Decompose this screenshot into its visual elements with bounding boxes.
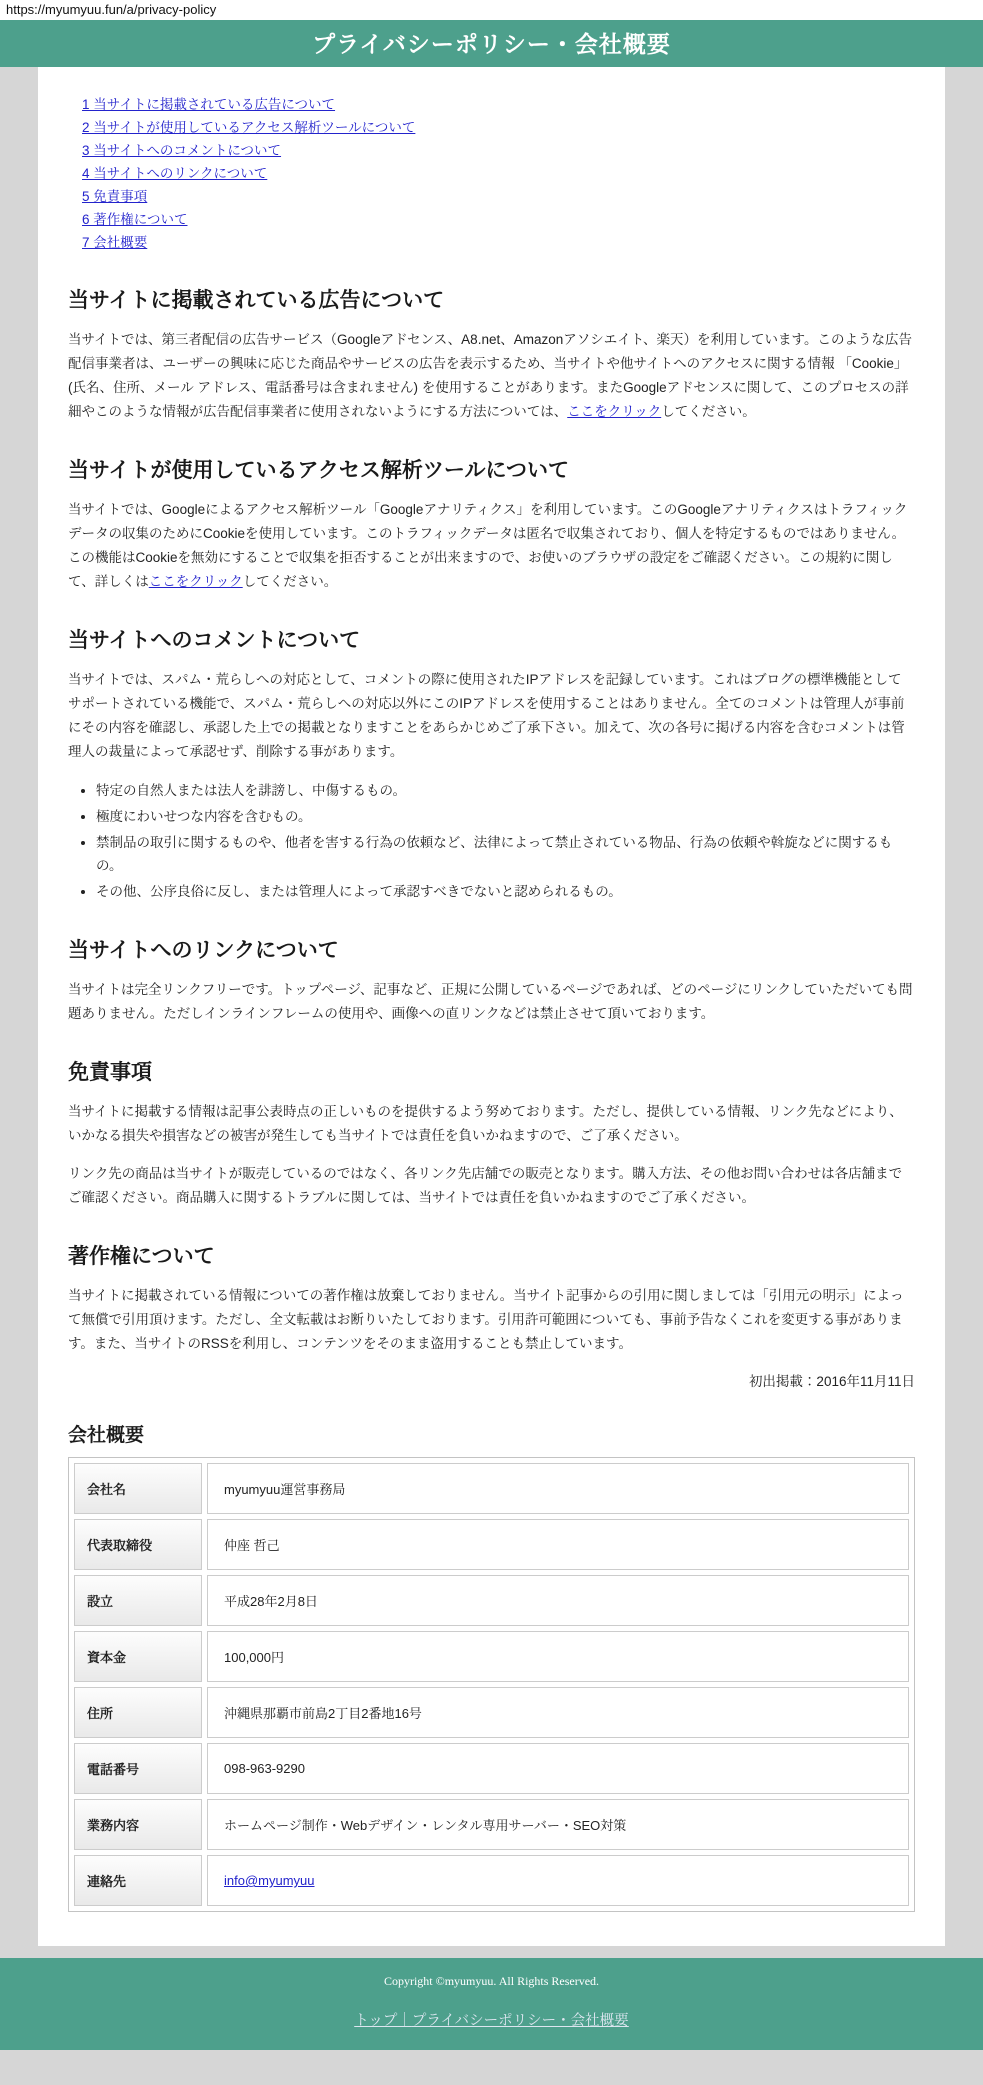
section-comments-paragraph: 当サイトでは、スパム・荒らしへの対応として、コメントの際に使用されたIPアドレスを記録しています。これはブログの標準機能としてサポートされている機能で、スパム・荒らしへの対応以外にこのIPアドレスを使用することはありません。全てのコメントは管理人が事前にその内容を確認し、承認した上での掲載となりますことをあらかじめご了承下さい。加えて、次の各号に掲げる内容を含むコメントは管理人の裁量によって承認せず、削除する事があります。: [68, 672, 905, 760]
table-row: [74, 1855, 909, 1906]
company-row-label: 連絡先: [74, 1855, 202, 1906]
section-analytics-text: 当サイトでは、Googleによるアクセス解析ツール「Googleアナリティクス」を利用しています。このGoogleアナリティクスはトラフィックデータの収集のためにCookieを使用しています。このトラフィックデータは匿名で収集されており、個人を特定するものではありません。この機能はCookieを無効にすることで収集を拒否することが出来ますので、お使いのブラウザの設定をご確認ください。この規約に関して、詳しくは: [68, 502, 908, 590]
section-ads-text: 当サイトでは、第三者配信の広告サービス（Googleアドセンス、A8.net、Amazonアソシエイト、楽天）を利用しています。このような広告配信事業者は、ユーザーの興味に応じた商品やサービスの広告を表示するため、当サイトや他サイトへのアクセスに関する情報 「Cookie」(氏名、住所、メール アドレス、電話番号は含まれません) を使用することがあります。またGoogleアドセンスに関して、このプロセスの詳細やこのような情報が広告配信事業者に使用されないようにする方法については、: [68, 332, 912, 420]
section-analytics-text-after: してください。: [242, 574, 338, 590]
company-row-value: 098-963-9290: [207, 1743, 909, 1794]
company-row-value: 沖縄県那覇市前島2丁目2番地16号: [207, 1687, 909, 1738]
comment-rule-item: • その他、公序良俗に反し、または管理人によって承認すべきでないと認められるもの。: [96, 881, 915, 904]
company-row-label: 会社名: [74, 1463, 202, 1514]
section-disclaimer-heading: 免責事項: [68, 1060, 152, 1084]
company-row-value: 100,000円: [207, 1631, 909, 1682]
company-row-value: 平成28年2月8日: [207, 1575, 909, 1626]
contact-email-link[interactable]: info@myumyuu: [224, 1873, 315, 1889]
section-analytics-heading: 当サイトが使用しているアクセス解析ツールについて: [68, 459, 570, 483]
toc-item: [82, 116, 915, 139]
toc-item: [82, 162, 915, 185]
section-links-paragraph: 当サイトは完全リンクフリーです。トップページ、記事など、正規に公開しているページであれば、どのページにリンクしていただいても問題ありません。ただしインラインフレームの使用や、画像への直リンクなどは禁止させて頂いております。: [68, 981, 913, 1021]
toc-link-links[interactable]: 4 当サイトへのリンクについて: [82, 166, 268, 181]
company-row-value: 仲座 哲己: [207, 1519, 909, 1570]
footer-nav-separator: ｜: [397, 2013, 412, 2030]
company-row-label: 住所: [74, 1687, 202, 1738]
toc-link-copyright[interactable]: 6 著作権について: [82, 212, 188, 227]
toc-link-disclaimer[interactable]: 5 免責事項: [82, 189, 148, 204]
section-comments-heading: 当サイトへのコメントについて: [68, 629, 361, 653]
ads-click-here-link[interactable]: ここをクリック: [567, 404, 662, 420]
toc-item: [82, 208, 915, 231]
section-copyright-paragraph: 当サイトに掲載されている情報についての著作権は放棄しておりません。当サイト記事からの引用に関しましては「引用元の明示」によって無償で引用頂けます。ただし、全文転載はお断りいたしております。引用許可範囲についても、事前予告なくこれを変更する事があります。また、当サイトのRSSを利用し、コンテンツをそのまま盗用することも禁止しています。: [68, 1287, 904, 1351]
company-row-label: 設立: [74, 1575, 202, 1626]
page-footer: [0, 1958, 983, 2050]
company-heading: 会社概要: [68, 1425, 145, 1447]
section-company: [68, 1420, 915, 1912]
bottom-background-strip: [0, 2050, 983, 2060]
analytics-click-here-link[interactable]: ここをクリック: [148, 574, 243, 590]
toc-item: [82, 185, 915, 208]
page-title: プライバシーポリシー・会社概要: [312, 31, 671, 57]
table-row: [74, 1743, 909, 1794]
company-row-value: ホームページ制作・Webデザイン・レンタル専用サーバー・SEO対策: [207, 1799, 909, 1850]
toc-link-comments[interactable]: 3 当サイトへのコメントについて: [82, 143, 282, 158]
toc-link-ads[interactable]: 1 当サイトに掲載されている広告について: [82, 97, 336, 112]
footer-top-link[interactable]: トップ: [354, 2013, 398, 2030]
content-container: [38, 67, 945, 1946]
company-row-label: 電話番号: [74, 1743, 202, 1794]
section-ads-text-after: してください。: [661, 404, 756, 420]
section-ads: [68, 284, 915, 424]
table-row: [74, 1799, 909, 1850]
comment-rule-item: • 極度にわいせつな内容を含むもの。: [96, 806, 915, 829]
company-row-label: 業務内容: [74, 1799, 202, 1850]
toc-item: [82, 93, 915, 116]
first-published-date: 初出掲載：2016年11月11日: [748, 1374, 915, 1390]
table-row: [74, 1463, 909, 1514]
company-info-table: [68, 1457, 915, 1912]
table-row: [74, 1519, 909, 1570]
section-disclaimer-paragraph-1: 当サイトに掲載する情報は記事公表時点の正しいものを提供するよう努めております。ただし、提供している情報、リンク先などにより、いかなる損失や損害などの被害が発生しても当サイトでは責任を負いかねますので、ご了承ください。: [68, 1103, 903, 1143]
page-header: [0, 20, 983, 67]
table-of-contents: [68, 93, 915, 254]
footer-privacy-link[interactable]: プライバシーポリシー・会社概要: [411, 2013, 629, 2030]
company-row-label: 代表取締役: [74, 1519, 202, 1570]
section-copyright-heading: 著作権について: [68, 1244, 215, 1268]
section-links-heading: 当サイトへのリンクについて: [68, 938, 339, 962]
table-row: [74, 1631, 909, 1682]
footer-copyright: Copyright ©myumyuu. All Rights Reserved.: [383, 1974, 600, 1989]
toc-link-company[interactable]: 7 会社概要: [82, 235, 148, 250]
comment-rules-list: [68, 780, 915, 904]
section-copyright: [68, 1240, 915, 1394]
section-ads-paragraph: [68, 328, 915, 424]
comment-rule-item: • 特定の自然人または法人を誹謗し、中傷するもの。: [96, 780, 915, 803]
company-row-value: [207, 1855, 909, 1906]
section-comments: [68, 624, 915, 904]
section-disclaimer-paragraph-2: リンク先の商品は当サイトが販売しているのではなく、各リンク先店舗での販売となります。購入方法、その他お問い合わせは各店舗までご確認ください。商品購入に関するトラブルに関しては、当サイトでは責任を負いかねますのでご了承ください。: [68, 1165, 903, 1205]
section-analytics: [68, 454, 915, 594]
company-row-label: 資本金: [74, 1631, 202, 1682]
section-disclaimer: [68, 1056, 915, 1210]
table-row: [74, 1575, 909, 1626]
section-analytics-paragraph: [68, 498, 915, 594]
toc-link-analytics[interactable]: 2 当サイトが使用しているアクセス解析ツールについて: [82, 120, 416, 135]
company-row-value: myumyuu運営事務局: [207, 1463, 909, 1514]
section-ads-heading: 当サイトに掲載されている広告について: [68, 289, 445, 312]
table-row: [74, 1687, 909, 1738]
browser-url: https://myumyuu.fun/a/privacy-policy: [0, 0, 983, 20]
comment-rule-item: • 禁制品の取引に関するものや、他者を害する行為の依頼など、法律によって禁止されている物品、行為の依頼や斡旋などに関するもの。: [96, 832, 915, 878]
toc-item: [82, 231, 915, 254]
footer-nav: [0, 2009, 983, 2030]
toc-item: [82, 139, 915, 162]
section-links: [68, 934, 915, 1026]
